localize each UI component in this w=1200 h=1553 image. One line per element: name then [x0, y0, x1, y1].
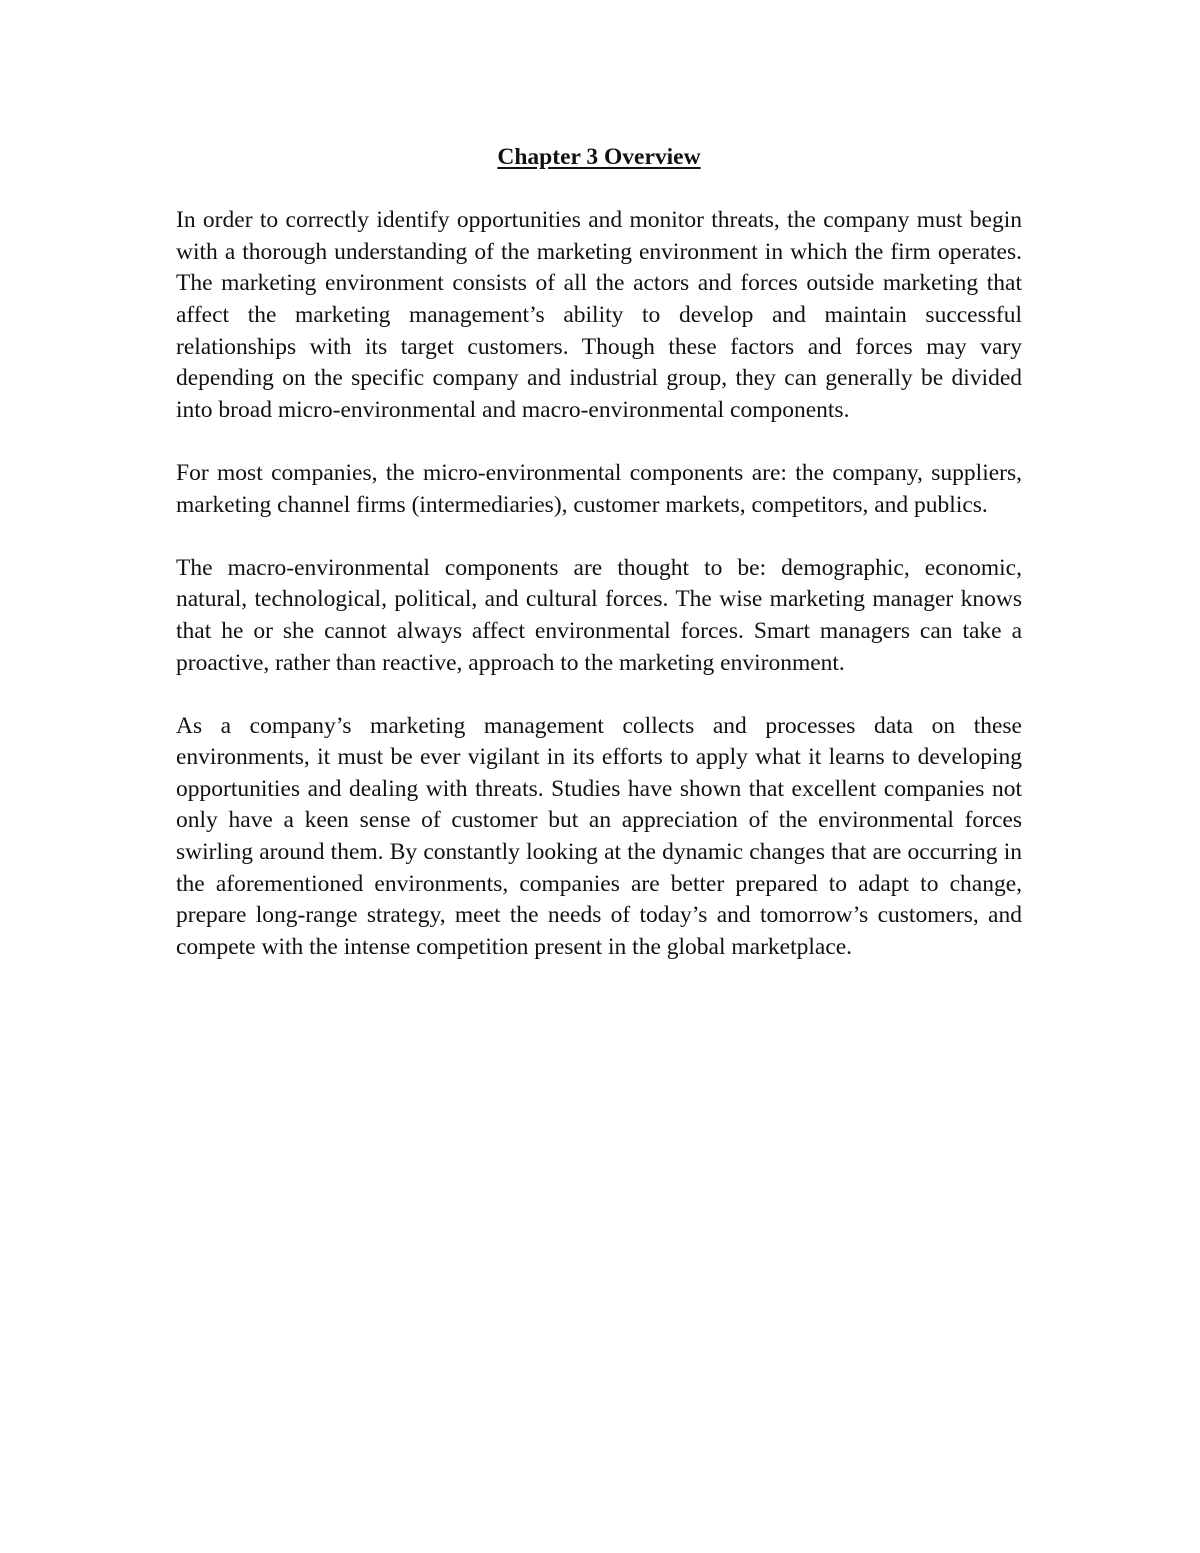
- paragraph-conclusion: As a company’s marketing management collects and processes data on these environments, it must be ever vigilant in its efforts to apply what it learns to developing opportunities and dealing with threats. Studies have shown that excellent companies not only have a keen sense of customer but an appreciation of the environmental forces swirling around them. By constantly looking at the dynamic changes that are occurring in the aforementioned environments, companies are better prepared to adapt to change, prepare long-range strategy, meet the needs of today’s and tomorrow’s customers, and compete with the intense competition present in the global marketplace.: [176, 712, 1022, 960]
- document-body: [176, 142, 1022, 995]
- paragraph-micro-environment: For most companies, the micro-environmental components are: the company, suppliers, marketing channel firms (intermediaries), customer markets, competitors, and publics.: [176, 459, 1022, 518]
- paragraph-intro: In order to correctly identify opportunities and monitor threats, the company must begin with a thorough understanding of the marketing environment in which the firm operates. The marketing environment consists of all the actors and forces outside marketing that affect the marketing management’s ability to develop and maintain successful relationships with its target customers. Though these factors and forces may vary depending on the specific company and industrial group, they can generally be divided into broad micro-environmental and macro-environmental components.: [176, 207, 1022, 423]
- chapter-title: Chapter 3 Overview: [497, 144, 701, 170]
- paragraph-macro-environment: The macro-environmental components are thought to be: demographic, economic, natural, technological, political, and cultural forces. The wise marketing manager knows that he or she cannot always affect environmental forces. Smart managers can take a proactive, rather than reactive, approach to the marketing environment.: [176, 554, 1022, 676]
